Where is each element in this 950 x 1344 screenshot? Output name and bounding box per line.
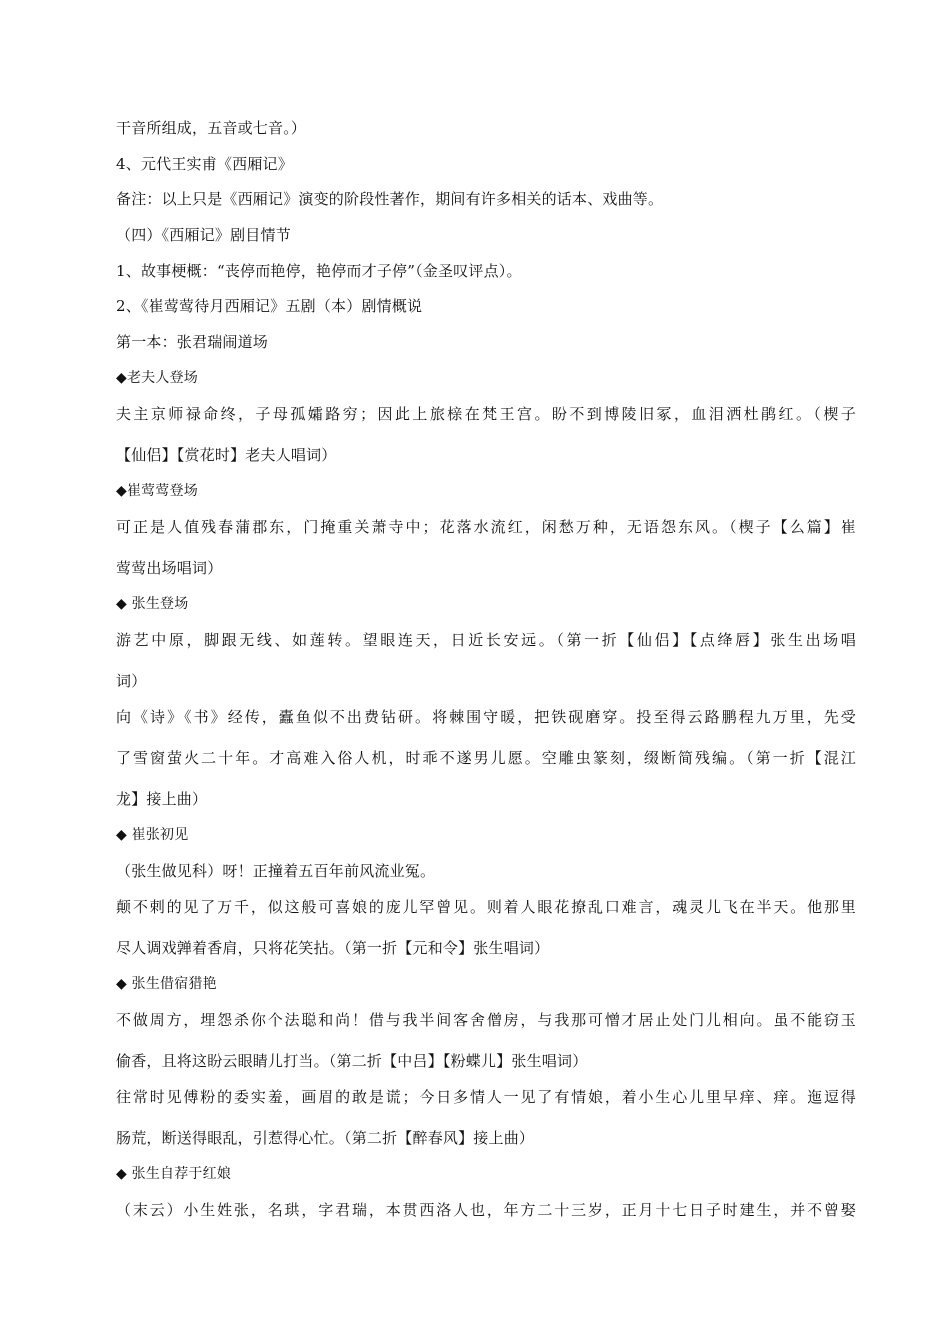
text-line: 游艺中原，脚跟无线、如莲转。望眼连天，日近长安远。（第一折【仙侣】【点绛唇】张生出场唱	[116, 631, 856, 649]
text-line: 颠不剌的见了万千，似这般可喜娘的庞儿罕曾见。则着人眼花撩乱口难言，魂灵儿飞在半天。他那里	[116, 898, 856, 916]
bullet-heading: ◆ 张生借宿猎艳	[116, 976, 217, 992]
bullet-heading: ◆崔莺莺登场	[116, 483, 198, 499]
text-line: 尽人调戏亸着香肩，只将花笑拈。（第一折【元和令】张生唱词）	[116, 939, 550, 957]
text-line: 向《诗》《书》经传，蠹鱼似不出费钻研。将棘围守暖，把铁砚磨穿。投至得云路鹏程九万里，先受	[116, 708, 856, 726]
text-line: （张生做见科）呀！正撞着五百年前风流业冤。	[116, 862, 436, 880]
text-line: 4、元代王实甫《西厢记》	[116, 155, 293, 173]
text-line: 不做周方，埋怨杀你个法聪和尚！借与我半间客舍僧房，与我那可憎才居止处门儿相向。虽不能窃玉	[116, 1011, 856, 1029]
text-line: 偷香，且将这盼云眼睛儿打当。（第二折【中吕】【粉蝶儿】张生唱词）	[116, 1052, 588, 1070]
text-line: 词）	[116, 672, 147, 690]
bullet-heading: ◆老夫人登场	[116, 370, 198, 386]
text-line: 夫主京师禄命终，子母孤孀路穷；因此上旅榇在梵王宫。盼不到博陵旧冢，血泪洒杜鹃红。（楔子	[116, 405, 856, 423]
text-line: 1、故事梗概：“丧停而艳停，艳停而才子停”（金圣叹评点）。	[116, 262, 522, 280]
text-line: 2、《崔莺莺待月西厢记》五剧（本）剧情概说	[116, 297, 423, 315]
text-line: （末云）小生姓张，名珙，字君瑞，本贯西洛人也，年方二十三岁，正月十七日子时建生，并不曾娶	[116, 1201, 856, 1219]
text-line: 肠荒，断送得眼乱，引惹得心忙。（第二折【醉春风】接上曲）	[116, 1129, 535, 1147]
bullet-heading: ◆ 张生自荐于红娘	[116, 1166, 232, 1182]
text-line: 备注：以上只是《西厢记》演变的阶段性著作，期间有许多相关的话本、戏曲等。	[116, 190, 664, 208]
bullet-heading: ◆ 张生登场	[116, 596, 189, 612]
section-heading: （四）《西厢记》剧目情节	[116, 226, 291, 244]
text-line: 龙】接上曲）	[116, 790, 208, 808]
bullet-heading: ◆ 崔张初见	[116, 827, 189, 843]
text-line: 莺莺出场唱词）	[116, 559, 223, 577]
text-line: 【仙侣】【赏花时】老夫人唱词）	[116, 446, 337, 464]
text-line: 干音所组成，五音或七音。）	[116, 119, 307, 137]
text-line: 了雪窗萤火二十年。才高难入俗人机，时乖不遂男儿愿。空雕虫篆刻，缀断简残编。（第一折【混江	[116, 749, 856, 767]
text-line: 可正是人值残春蒲郡东，门掩重关萧寺中；花落水流红，闲愁万种，无语怨东风。（楔子【么篇】崔	[116, 518, 856, 536]
subsection-heading: 第一本：张君瑞闹道场	[116, 333, 269, 351]
text-line: 往常时见傅粉的委实羞，画眉的敢是谎；今日多情人一见了有情娘，着小生心儿里早痒、痒。迤逗得	[116, 1088, 856, 1106]
